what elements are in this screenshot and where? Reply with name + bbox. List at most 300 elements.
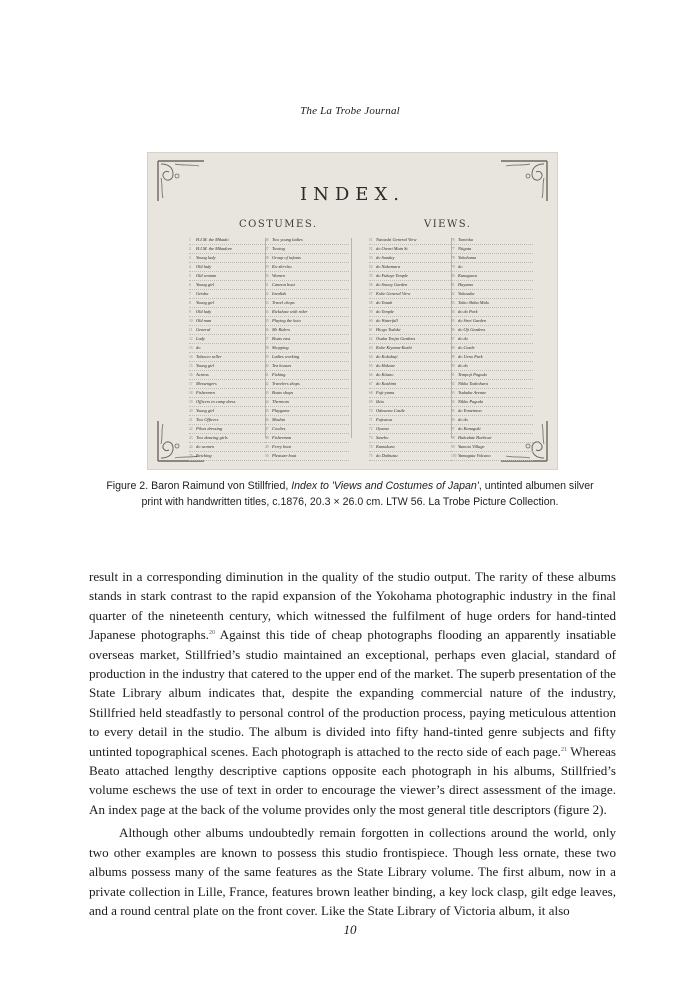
index-entry-number: 75 bbox=[369, 454, 373, 458]
index-entry-label: do Oji Gardens bbox=[458, 327, 486, 332]
index-entry-number: 52 bbox=[369, 247, 373, 251]
index-entry-number: 16 bbox=[189, 373, 193, 377]
index-entry-label: Young girl bbox=[196, 300, 215, 305]
index-entry-number: 87 bbox=[451, 337, 455, 341]
index-entry-number: 73 bbox=[369, 436, 373, 440]
index-entry-label: Tomioka bbox=[458, 237, 473, 242]
index-entry bbox=[369, 380, 451, 389]
index-entry-number: 94 bbox=[451, 400, 455, 404]
index-entry-number: 76 bbox=[451, 238, 455, 242]
index-entry bbox=[369, 317, 451, 326]
index-entry-number: 18 bbox=[189, 391, 193, 395]
index-entry-number: 57 bbox=[369, 292, 373, 296]
index-entry-label: Pleasure boat bbox=[272, 453, 297, 458]
index-entry-number: 20 bbox=[189, 409, 193, 413]
index-entry-number: 46 bbox=[265, 418, 269, 422]
index-entry bbox=[369, 263, 451, 272]
index-entry bbox=[265, 452, 349, 461]
index-entry-number: 30 bbox=[265, 274, 269, 278]
index-entry-number: 61 bbox=[369, 328, 373, 332]
index-entry-label: Towing bbox=[272, 246, 285, 251]
index-entry-label: Travelers shops bbox=[272, 381, 300, 386]
index-entry-label: Yokohama bbox=[458, 255, 477, 260]
index-entry bbox=[451, 362, 533, 371]
index-entry bbox=[451, 380, 533, 389]
index-entry-label: Two dancing girls bbox=[196, 435, 228, 440]
index-entry-number: 71 bbox=[369, 418, 373, 422]
index-entry-number: 88 bbox=[451, 346, 455, 350]
index-entry-number: 51 bbox=[369, 238, 373, 242]
paragraph-1-part-c: Whereas Beato attached lengthy descriptive captions opposite each photograph in his albums, Stillfried’s volume eschews the use of text in order to encourage the viewer’s direct assessment of the image. An index page at the back of the volume provides only the most general title descriptors (figure 2). bbox=[89, 743, 616, 817]
index-entry-label: Young girl bbox=[196, 363, 215, 368]
index-entry bbox=[265, 380, 349, 389]
index-entry-number: 43 bbox=[265, 391, 269, 395]
index-entry-label: Playgame bbox=[272, 408, 290, 413]
index-entry bbox=[265, 362, 349, 371]
index-entry bbox=[265, 299, 349, 308]
index-entry-number: 89 bbox=[451, 355, 455, 359]
index-entry-number: 25 bbox=[189, 454, 193, 458]
index-entry-label: do do Park bbox=[458, 309, 478, 314]
index-entry bbox=[265, 272, 349, 281]
index-entry-label: do Fukaye Temple bbox=[376, 273, 409, 278]
index-entry bbox=[189, 344, 265, 353]
index-entry-number: 67 bbox=[369, 382, 373, 386]
index-entry bbox=[369, 362, 451, 371]
index-entry bbox=[265, 335, 349, 344]
index-entry-label: Kobe Kiyama-Kashi bbox=[376, 345, 412, 350]
index-entry-number: 24 bbox=[189, 445, 193, 449]
index-entry-number: 78 bbox=[451, 256, 455, 260]
index-entry-number: 81 bbox=[451, 283, 455, 287]
index-entry-number: 98 bbox=[451, 436, 455, 440]
index-entry-label: do Hakone bbox=[376, 363, 396, 368]
index-entry-label: do Owari Main St bbox=[376, 246, 408, 251]
index-entry bbox=[369, 326, 451, 335]
index-entry-number: 92 bbox=[451, 382, 455, 386]
index-entry-number: 28 bbox=[265, 256, 269, 260]
index-entry bbox=[451, 299, 533, 308]
index-entry-number: 41 bbox=[265, 373, 269, 377]
views-column-2 bbox=[451, 236, 533, 461]
index-entry-label: Young lady bbox=[196, 255, 216, 260]
index-entry-number: 97 bbox=[451, 427, 455, 431]
index-entry-number: 84 bbox=[451, 310, 455, 314]
index-entry bbox=[265, 263, 349, 272]
index-entry bbox=[189, 398, 265, 407]
index-entry-label: Fishing bbox=[272, 372, 286, 377]
index-entry-number: 58 bbox=[369, 301, 373, 305]
index-entry-label: Osaka Tenjin Gardens bbox=[376, 336, 416, 341]
index-entry-label: Thermom bbox=[272, 399, 289, 404]
index-entry bbox=[451, 425, 533, 434]
index-entry bbox=[451, 317, 533, 326]
index-entry-number: 90 bbox=[451, 364, 455, 368]
costumes-heading: COSTUMES. bbox=[239, 219, 318, 230]
index-entry-number: 99 bbox=[451, 445, 455, 449]
index-entry-label: Tsukuba Avenue bbox=[458, 390, 487, 395]
index-entry-label: Tea houses bbox=[272, 363, 292, 368]
index-entry-number: 93 bbox=[451, 391, 455, 395]
index-entry-label: Messengers bbox=[196, 381, 217, 386]
index-entry-number: 60 bbox=[369, 319, 373, 323]
index-entry-label: Old woman bbox=[196, 273, 217, 278]
index-entry-number: 27 bbox=[265, 247, 269, 251]
index-entry-number: 23 bbox=[189, 436, 193, 440]
caption-line-2: print with handwritten titles, c.1876, 20.3 × 26.0 cm. LTW 56. La Trobe Picture Collection. bbox=[141, 496, 559, 508]
index-entry-label: do Sirei Garden bbox=[458, 318, 486, 323]
index-entry-number: 2 bbox=[189, 247, 191, 251]
index-entry-label: Travel chops bbox=[272, 300, 295, 305]
index-entry-number: 80 bbox=[451, 274, 455, 278]
index-entry bbox=[369, 344, 451, 353]
index-entry-label: Playing the koto bbox=[272, 318, 301, 323]
views-heading: VIEWS. bbox=[424, 219, 472, 230]
index-entry-number: 86 bbox=[451, 328, 455, 332]
index-entry-number: 40 bbox=[265, 364, 269, 368]
index-entry-label: Young girl bbox=[196, 408, 215, 413]
index-entry-number: 79 bbox=[451, 265, 455, 269]
index-entry-number: 8 bbox=[189, 301, 191, 305]
index-entry bbox=[265, 308, 349, 317]
index-entry-label: do Kashimi bbox=[376, 381, 397, 386]
index-entry bbox=[265, 317, 349, 326]
costumes-column-1 bbox=[189, 236, 265, 461]
index-entry bbox=[189, 335, 265, 344]
index-entry-label: Lady bbox=[196, 336, 205, 341]
index-entry-label: do Kitano bbox=[376, 372, 394, 377]
index-entry-label: Shopping bbox=[272, 345, 289, 350]
index-entry-label: Two young ladies bbox=[272, 237, 303, 242]
index-entry bbox=[189, 452, 265, 461]
index-entry-label: Officers in camp dress bbox=[196, 399, 236, 404]
paragraph-1-part-a: result in a corresponding diminution in the quality of the studio output. The rarity of these albums stands in stark contrast to the rapid expansion of the Yokohama photographic industry in the final quarter of the nineteenth century, which witnessed the fulfilment of huge orders for hand-tinted Japanese photographs. bbox=[89, 569, 616, 643]
index-entry-number: 21 bbox=[189, 418, 193, 422]
index-entry bbox=[369, 281, 451, 290]
index-entry-number: 64 bbox=[369, 355, 373, 359]
index-entry bbox=[189, 362, 265, 371]
index-entry-label: H.I.M. the Mikado bbox=[196, 237, 229, 242]
body-text bbox=[89, 567, 616, 920]
running-head: The La Trobe Journal bbox=[300, 105, 400, 117]
index-entry-label: Boats east bbox=[272, 336, 291, 341]
index-entry-label: Actress bbox=[196, 372, 209, 377]
index-entry-number: 11 bbox=[189, 328, 193, 332]
index-entry-label: Hiogo Todake bbox=[376, 327, 401, 332]
index-entry-label: Group of infants bbox=[272, 255, 301, 260]
index-entry bbox=[369, 236, 451, 245]
index-entry bbox=[451, 236, 533, 245]
index-entry bbox=[265, 434, 349, 443]
index-entry-number: 7 bbox=[189, 292, 191, 296]
index-entry-number: 3 bbox=[189, 256, 191, 260]
index-entry bbox=[369, 398, 451, 407]
index-entry bbox=[369, 245, 451, 254]
paragraph-1-part-b: Against this tide of cheap photographs flooding an apparently insatiable overseas market, Stillfried’s studio maintained an exceptional, perhaps even glacial, standard of production in the industry that catered to the upper end of the market. The superb presentation of the State Library album indicates that, despite the expanding commercial nature of the industry, Stillfried held steadfastly to personal control of the production process, paying meticulous attention to every detail in the studio. The album is divided into fifty hand-tinted genre subjects and fifty untinted topographical scenes. Each photograph is attached to the recto side of each page. bbox=[89, 627, 616, 759]
index-entry-label: do Waterfall bbox=[376, 318, 398, 323]
figure-caption bbox=[95, 478, 605, 510]
index-entry-number: 66 bbox=[369, 373, 373, 377]
index-entry bbox=[265, 236, 349, 245]
index-entry-number: 54 bbox=[369, 265, 373, 269]
index-entry-label: do Daibutsu bbox=[376, 453, 398, 458]
index-entry bbox=[189, 272, 265, 281]
index-entry bbox=[189, 254, 265, 263]
index-entry bbox=[189, 299, 265, 308]
index-entry-label: Yokosuka bbox=[458, 291, 475, 296]
index-entry-label: Ladies working bbox=[272, 354, 300, 359]
index-entry bbox=[451, 245, 533, 254]
index-entry-label: Hayama bbox=[458, 282, 473, 287]
index-entry-number: 74 bbox=[369, 445, 373, 449]
index-entry-label: Invalids bbox=[272, 291, 287, 296]
index-entry-number: 48 bbox=[265, 436, 269, 440]
index-entry-label: Sasebo bbox=[376, 435, 389, 440]
index-entry bbox=[451, 344, 533, 353]
index-entry-label: H.I.M. the Mikadore bbox=[196, 246, 233, 251]
index-entry-label: Ferry boat bbox=[272, 444, 291, 449]
index-entry-number: 47 bbox=[265, 427, 269, 431]
index-entry-label: do do bbox=[458, 417, 468, 422]
index-entry-number: 55 bbox=[369, 274, 373, 278]
index-entry bbox=[189, 407, 265, 416]
index-entry-label: Tokio Shiba Mido bbox=[458, 300, 490, 305]
index-entry-label: do Kanagoki bbox=[458, 426, 481, 431]
index-entry bbox=[369, 272, 451, 281]
index-entry-label: Pilots dressing bbox=[196, 426, 223, 431]
index-entry-label: Old lady bbox=[196, 309, 212, 314]
page-number: 10 bbox=[343, 922, 357, 937]
index-entry bbox=[369, 416, 451, 425]
index-entry bbox=[189, 263, 265, 272]
index-entry-label: Fuji-yama bbox=[376, 390, 395, 395]
index-entry-label: do bbox=[196, 345, 201, 350]
index-entry bbox=[451, 308, 533, 317]
index-entry-label: do Tanah bbox=[376, 300, 393, 305]
index-entry-number: 42 bbox=[265, 382, 269, 386]
index-entry bbox=[451, 434, 533, 443]
index-entry-number: 10 bbox=[189, 319, 193, 323]
index-entry-number: 44 bbox=[265, 400, 269, 404]
index-entry-label: Fisherman bbox=[272, 435, 292, 440]
index-entry bbox=[369, 389, 451, 398]
index-entry-label: Kamakura bbox=[376, 444, 395, 449]
index-entry bbox=[265, 425, 349, 434]
index-entry-number: 38 bbox=[265, 346, 269, 350]
index-entry-label: Hakodate Harbour bbox=[458, 435, 492, 440]
index-entry bbox=[189, 434, 265, 443]
index-entry bbox=[265, 371, 349, 380]
index-entry-label: do Castle bbox=[458, 345, 475, 350]
index-entry-number: 96 bbox=[451, 418, 455, 422]
index-entry-label: General bbox=[196, 327, 211, 332]
index-entry-label: do Temple bbox=[376, 309, 395, 314]
index-title: INDEX. bbox=[300, 184, 405, 205]
index-entry-number: 22 bbox=[189, 427, 193, 431]
index-entry-number: 35 bbox=[265, 319, 269, 323]
index-entry bbox=[189, 281, 265, 290]
views-column-1 bbox=[369, 236, 451, 461]
index-entry-number: 91 bbox=[451, 373, 455, 377]
index-entry-number: 56 bbox=[369, 283, 373, 287]
index-entry-number: 33 bbox=[265, 301, 269, 305]
index-entry bbox=[369, 407, 451, 416]
index-entry bbox=[451, 443, 533, 452]
index-entry bbox=[265, 416, 349, 425]
index-entry-label: do do bbox=[458, 336, 468, 341]
index-entry-label: do do bbox=[458, 363, 468, 368]
index-entry-number: 26 bbox=[265, 238, 269, 242]
index-entry-number: 85 bbox=[451, 319, 455, 323]
index-entry-label: Kobe General View bbox=[376, 291, 411, 296]
index-entry bbox=[265, 326, 349, 335]
caption-prefix: Figure 2. Baron Raimund von Stillfried, bbox=[106, 480, 292, 492]
index-entry-number: 9 bbox=[189, 310, 191, 314]
index-entry-label: Tempoji Pagoda bbox=[458, 372, 487, 377]
index-entry-label: Coolies bbox=[272, 426, 286, 431]
costumes-column-2 bbox=[265, 236, 349, 461]
index-entry bbox=[265, 254, 349, 263]
index-entry-label: Geisha bbox=[196, 291, 209, 296]
index-entry-label: Mashin bbox=[272, 417, 286, 422]
index-entry bbox=[189, 308, 265, 317]
index-entry-number: 14 bbox=[189, 355, 193, 359]
index-entry-number: 19 bbox=[189, 400, 193, 404]
index-entry-label: Nikko Tashohara bbox=[458, 381, 488, 386]
index-entry-label: Yumoto Village bbox=[458, 444, 485, 449]
index-entry bbox=[451, 290, 533, 299]
index-entry bbox=[265, 281, 349, 290]
index-entry bbox=[189, 290, 265, 299]
index-entry-number: 49 bbox=[265, 445, 269, 449]
index-entry-label: do Nakamura bbox=[376, 264, 401, 269]
index-entry bbox=[189, 416, 265, 425]
index-entry-label: Women bbox=[272, 273, 285, 278]
index-entry-label: Rickshaw with rider bbox=[272, 309, 308, 314]
index-entry bbox=[189, 380, 265, 389]
index-entry-number: 53 bbox=[369, 256, 373, 260]
index-entry bbox=[369, 452, 451, 461]
index-entry-label: Odawara Castle bbox=[376, 408, 405, 413]
figure-2-index-plate bbox=[147, 152, 558, 470]
index-entry bbox=[451, 263, 533, 272]
index-entry-number: 17 bbox=[189, 382, 193, 386]
index-entry bbox=[369, 443, 451, 452]
index-entry-label: Young girl bbox=[196, 282, 215, 287]
index-entry bbox=[369, 254, 451, 263]
caption-title: Index to 'Views and Costumes of Japan' bbox=[291, 480, 479, 492]
index-entry-number: 50 bbox=[265, 454, 269, 458]
index-entry bbox=[189, 353, 265, 362]
index-entry-number: 5 bbox=[189, 274, 191, 278]
index-entry-label: Nikko Pagoda bbox=[458, 399, 483, 404]
index-entry-label: Cannon boat bbox=[272, 282, 295, 287]
index-entry-label: Boats shops bbox=[272, 390, 294, 395]
index-entry-label: Ko-shi-chu bbox=[272, 264, 292, 269]
paragraph-2: Although other albums undoubtedly remain forgotten in collections around the world, only two other examples are known to possess this studio frontispiece. Though less ornate, these two albums possess many of the same features as the State Library volume. The first album, now in a private collection in Lille, France, features brown leather binding, a key lock clasp, gilt edge leaves, and a round central plate on the front cover. Like the State Library of Victoria album, it also bbox=[89, 825, 616, 918]
index-entry bbox=[451, 335, 533, 344]
index-entry-label: do Ueno Park bbox=[458, 354, 483, 359]
index-entry bbox=[451, 416, 533, 425]
paragraph-1 bbox=[89, 567, 616, 819]
index-entry-number: 29 bbox=[265, 265, 269, 269]
index-entry-number: 32 bbox=[265, 292, 269, 296]
index-entry-number: 69 bbox=[369, 400, 373, 404]
index-entry bbox=[265, 344, 349, 353]
index-entry bbox=[265, 443, 349, 452]
index-entry-number: 59 bbox=[369, 310, 373, 314]
index-entry-number: 100 bbox=[451, 454, 457, 458]
index-entry-label: Niigata bbox=[458, 246, 472, 251]
index-entry bbox=[265, 353, 349, 362]
index-entry-label: Fishermen bbox=[196, 390, 215, 395]
column-divider bbox=[351, 238, 352, 438]
footnote-ref-20[interactable]: 20 bbox=[208, 630, 215, 637]
index-entry-number: 95 bbox=[451, 409, 455, 413]
index-entry-label: do women bbox=[196, 444, 214, 449]
index-entry-label: Oyama bbox=[376, 426, 389, 431]
index-entry bbox=[369, 335, 451, 344]
index-entry bbox=[265, 245, 349, 254]
footnote-ref-21[interactable]: 21 bbox=[560, 746, 567, 753]
index-entry-label: Fetching bbox=[196, 453, 212, 458]
index-entry-number: 72 bbox=[369, 427, 373, 431]
index-entry bbox=[451, 389, 533, 398]
index-entry-label: Ikito bbox=[376, 399, 385, 404]
index-entry bbox=[265, 389, 349, 398]
index-entry bbox=[451, 326, 533, 335]
index-entry-number: 15 bbox=[189, 364, 193, 368]
index-entry-number: 83 bbox=[451, 301, 455, 305]
index-entry bbox=[189, 425, 265, 434]
index-entry bbox=[451, 452, 533, 461]
index-entry bbox=[189, 371, 265, 380]
index-entry bbox=[451, 281, 533, 290]
index-entry-label: Old lady bbox=[196, 264, 212, 269]
index-entry-label: do bbox=[458, 264, 463, 269]
index-entry-number: 12 bbox=[189, 337, 193, 341]
index-entry-label: Kanagawa bbox=[458, 273, 478, 278]
index-entry-label: do Sunday bbox=[376, 255, 395, 260]
index-entry bbox=[189, 245, 265, 254]
index-entry-label: Two Officers bbox=[196, 417, 219, 422]
index-entry bbox=[369, 299, 451, 308]
index-entry-number: 37 bbox=[265, 337, 269, 341]
index-entry-number: 68 bbox=[369, 391, 373, 395]
index-entry bbox=[369, 434, 451, 443]
index-entry-number: 6 bbox=[189, 283, 191, 287]
index-entry-label: do Snowy Garden bbox=[376, 282, 408, 287]
index-entry-number: 31 bbox=[265, 283, 269, 287]
index-entry-number: 13 bbox=[189, 346, 193, 350]
index-entry bbox=[189, 317, 265, 326]
index-entry bbox=[451, 407, 533, 416]
index-entry bbox=[369, 425, 451, 434]
index-entry-label: Yamagata Volcano bbox=[458, 453, 491, 458]
index-entry-label: do Yomeimon bbox=[458, 408, 482, 413]
index-entry-label: do Kokubuji bbox=[376, 354, 398, 359]
index-entry bbox=[265, 398, 349, 407]
index-entry bbox=[189, 326, 265, 335]
index-entry-number: 34 bbox=[265, 310, 269, 314]
index-entry bbox=[369, 371, 451, 380]
index-entry bbox=[189, 389, 265, 398]
index-entry-number: 45 bbox=[265, 409, 269, 413]
index-entry-number: 62 bbox=[369, 337, 373, 341]
index-entry-number: 82 bbox=[451, 292, 455, 296]
index-entry bbox=[451, 272, 533, 281]
caption-rest: , untinted albumen silver bbox=[478, 480, 594, 492]
